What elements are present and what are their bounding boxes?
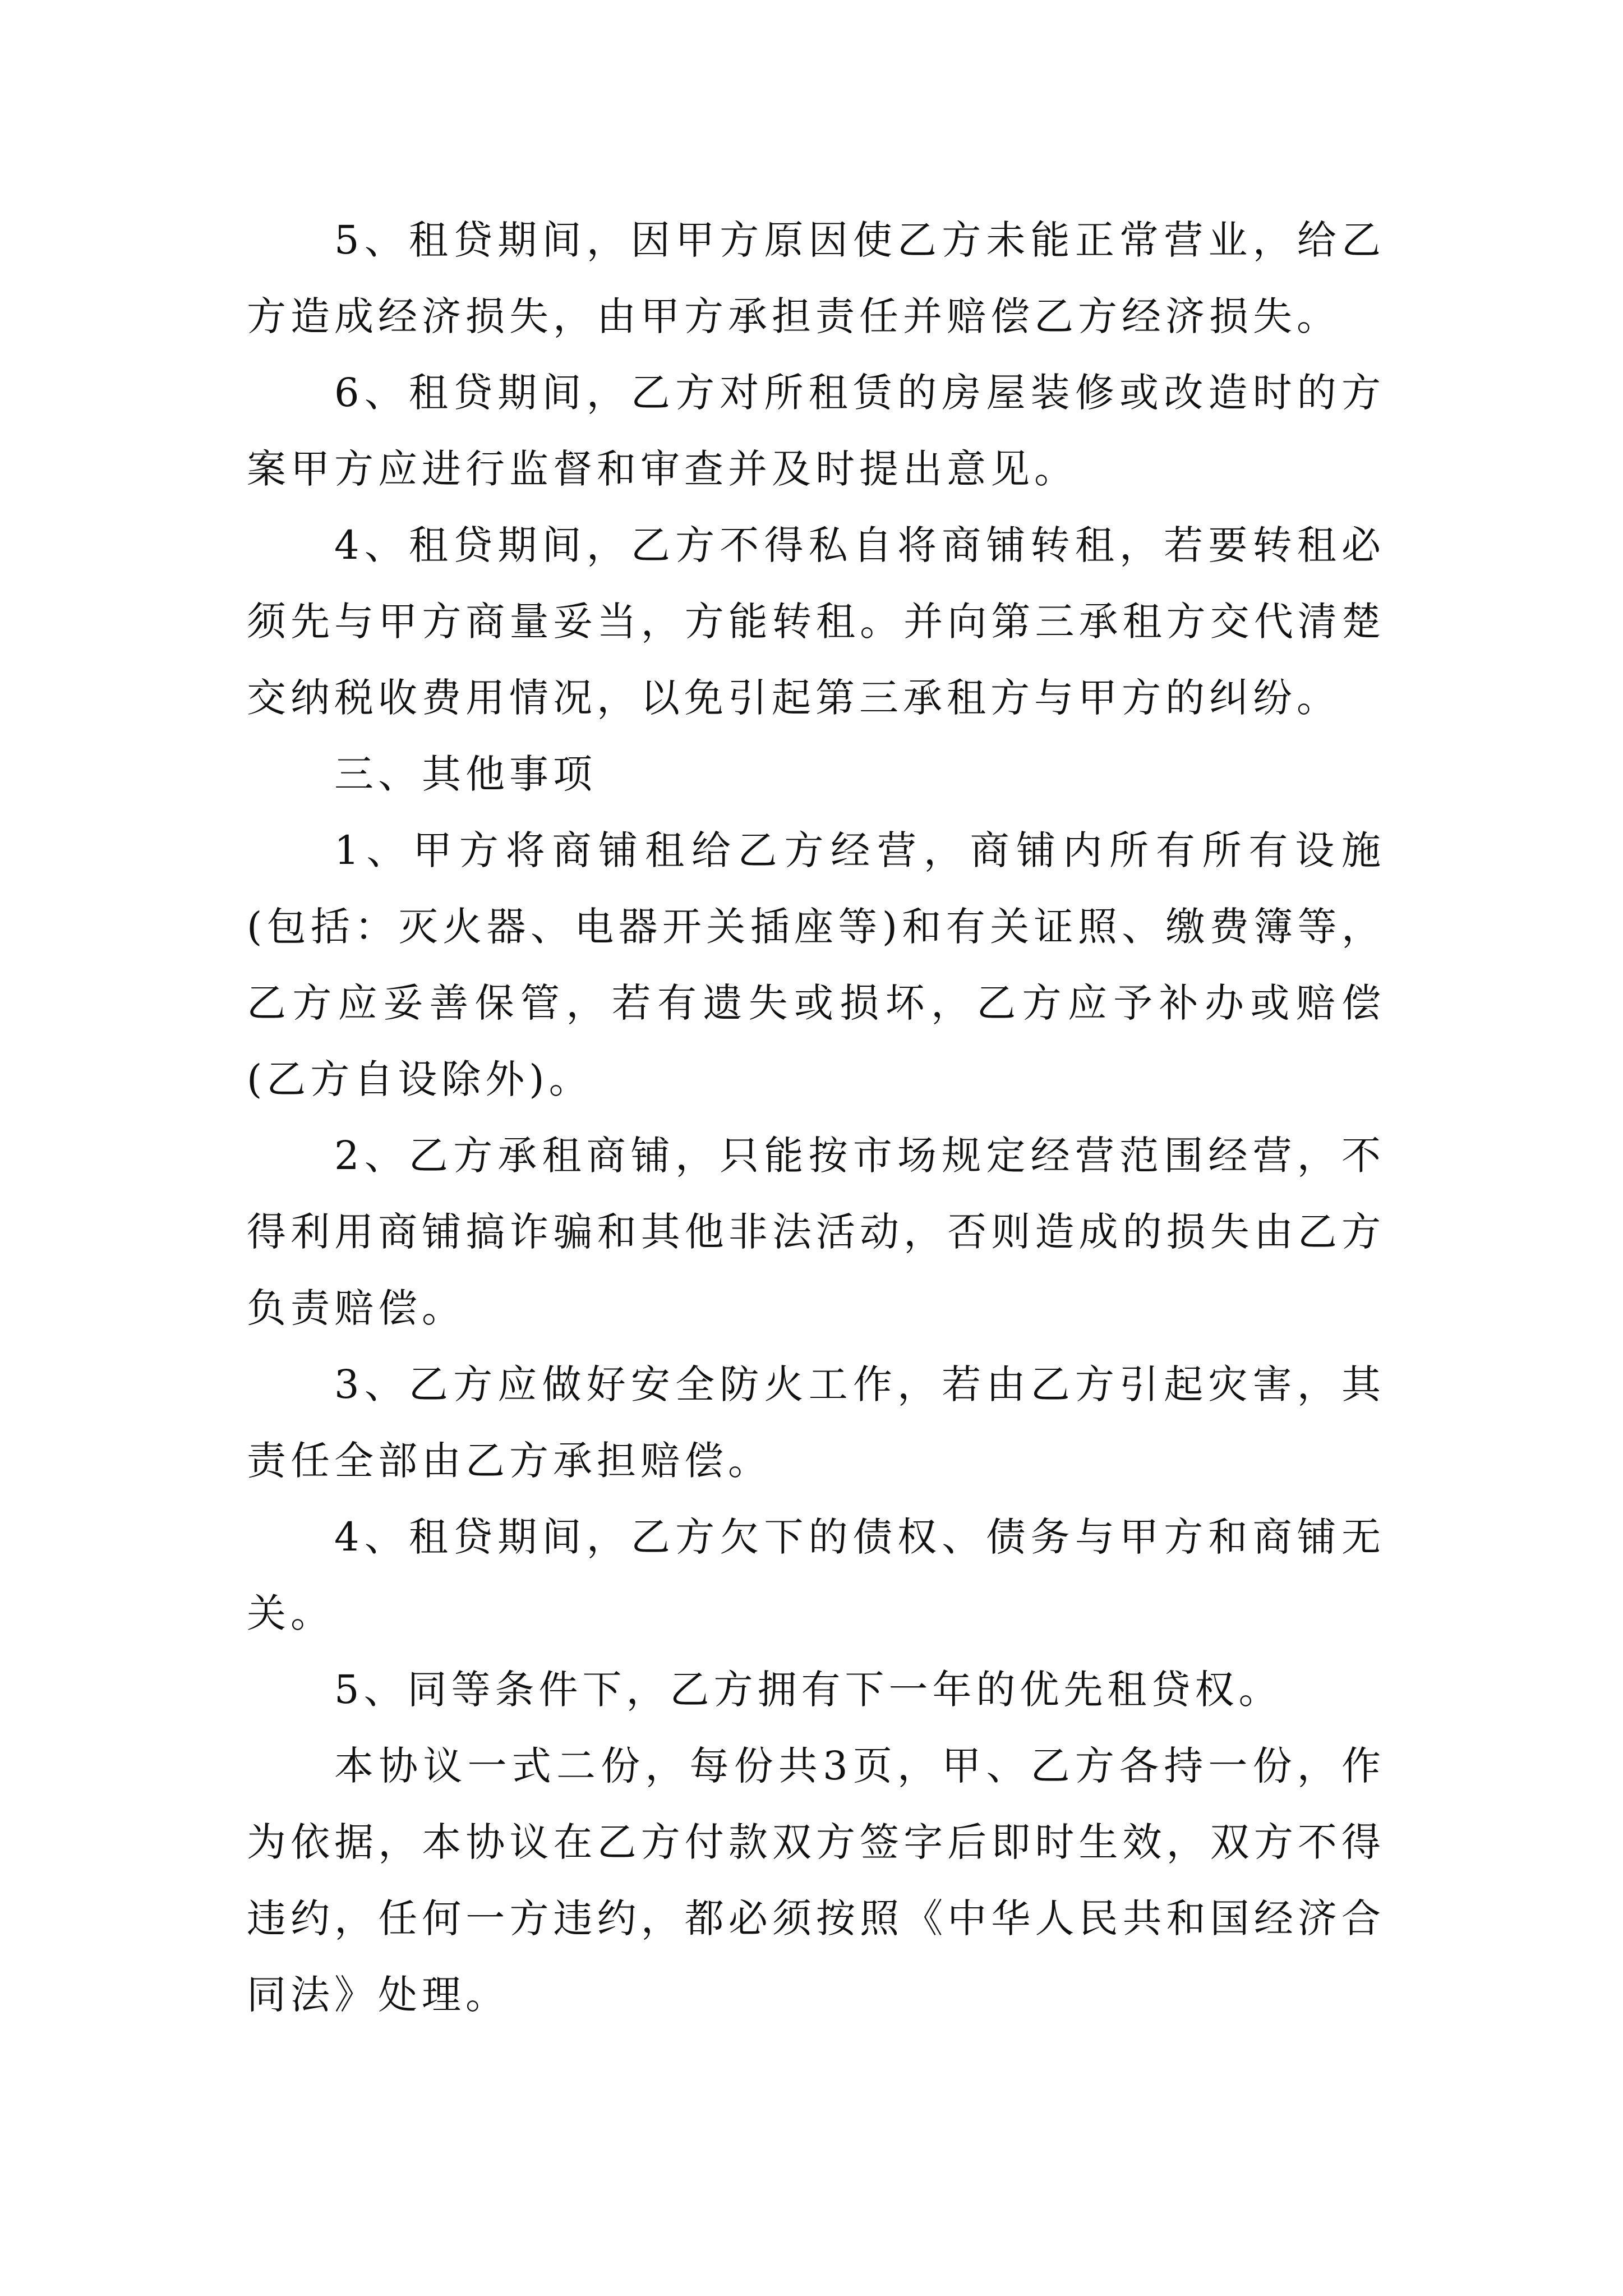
section-heading-other-matters: 三、其他事项 [334,751,597,797]
clause-2-business-scope: 2、乙方承租商铺，只能按市场规定经营范围经营，不得利用商铺搞诈骗和其他非法活动，否则造成的损失由乙方负责赔偿。 [247,1133,1385,1331]
clause-6-renovation-review: 6、租贷期间，乙方对所租赁的房屋装修或改造时的方案甲方应进行监督和审查并及时提出意见。 [247,370,1385,492]
clause-5-priority-renewal: 5、同等条件下，乙方拥有下一年的优先租贷权。 [334,1667,1283,1713]
agreement-closing-statement: 本协议一式二份，每份共3页，甲、乙方各持一份，作为依据，本协议在乙方付款双方签字后即时生效，双方不得违约，任何一方违约，都必须按照《中华人民共和国经济合同法》处理。 [247,1743,1385,2018]
clause-3-fire-safety: 3、乙方应做好安全防火工作，若由乙方引起灾害，其责任全部由乙方承担赔偿。 [247,1361,1385,1484]
document-body [247,202,1385,2033]
clause-4-debts: 4、租贷期间，乙方欠下的债权、债务与甲方和商铺无关。 [247,1514,1385,1636]
clause-5-business-loss: 5、租贷期间，因甲方原因使乙方未能正常营业，给乙方造成经济损失，由甲方承担责任并赔偿乙方经济损失。 [247,217,1385,339]
clause-4-sublease: 4、租贷期间，乙方不得私自将商铺转租，若要转租必须先与甲方商量妥当，方能转租。并向第三承租方交代清楚交纳税收费用情况，以免引起第三承租方与甲方的纠纷。 [247,522,1385,721]
clause-1-facilities: 1、甲方将商铺租给乙方经营，商铺内所有所有设施(包括：灭火器、电器开关插座等)和有关证照、缴费簿等，乙方应妥善保管，若有遗失或损坏，乙方应予补办或赔偿(乙方自设除外)。 [247,827,1385,1102]
